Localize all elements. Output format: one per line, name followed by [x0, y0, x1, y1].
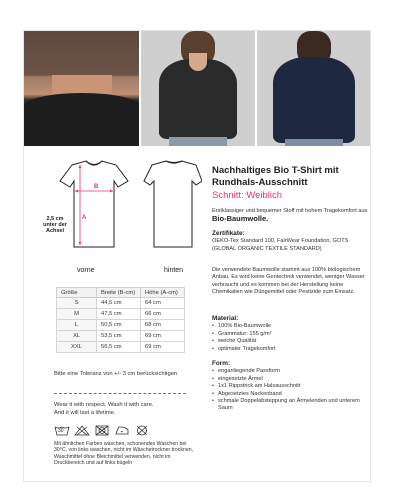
label-back: hinten — [164, 267, 184, 274]
cotton-info: Die verwendete Baumwolle stammt aus 100% biologischem Anbau. Es wird keine Gentechnik verwendet, weniger Wasser verbraucht und es kommen bei der Herstellung keine Chemikalien wie Düngemittel oder Pestizide zum Einsatz. — [212, 267, 365, 296]
table-header: Höhe (A-cm) — [141, 288, 185, 298]
product-title: Nachhaltiges Bio T-Shirt mit Rundhals-Ausschnitt — [212, 165, 339, 188]
divider — [54, 393, 186, 394]
cert-heading: Zertifikate: — [212, 230, 245, 237]
certificates — [212, 230, 370, 253]
tolerance-note: Bitte eine Toleranz von +/- 3 cm berücksichtigen — [54, 371, 178, 377]
measure-note: 2,5 cm unter der Achsel — [43, 216, 67, 234]
list-item: • eingesetzte Ärmel — [212, 376, 370, 383]
no-dry-clean-icon — [134, 425, 150, 436]
list-item: • 100% Bio-Baumwolle — [212, 323, 370, 330]
list-item: • optimaler Tragekomfort — [212, 346, 370, 353]
wash-30-icon: 30 — [54, 425, 70, 436]
product-intro: Erstklassiger und bequemer Stoff mit hohem Tragekomfort aus Bio-Baumwolle. — [212, 208, 368, 224]
product-sheet — [23, 30, 371, 482]
no-bleach-icon — [74, 425, 90, 436]
table-row: XXL 56,5 cm 69 cm — [57, 342, 185, 353]
care-icons — [54, 424, 184, 436]
tshirt-outline-icon — [42, 159, 202, 269]
list-item: • Grammatur: 155 g/m² — [212, 331, 370, 338]
photo-strip — [24, 31, 371, 146]
photo-back[interactable] — [257, 31, 371, 146]
list-item: • Abgesetztes Nackenband — [212, 391, 370, 398]
list-item: • 1x1 Rippstrick am Halsausschnitt — [212, 383, 370, 390]
material-heading: Material: — [212, 315, 239, 322]
photo-front[interactable] — [141, 31, 256, 146]
label-front: vorne — [77, 267, 95, 274]
table-header: Breite (B-cm) — [97, 288, 141, 298]
form-section — [212, 360, 370, 413]
cert-text: OEKO-Tex Standard 100, FairWear Foundation, GOTS (GLOBAL ORGANIC TEXTILE STANDARD) — [212, 238, 349, 252]
form-heading: Form: — [212, 360, 231, 367]
product-cut: Schnitt: Weiblich — [212, 190, 283, 201]
table-header: Größe — [57, 288, 97, 298]
care-slogan: Wear it with respect. Wash it with care. And it will last a lifetime. — [54, 402, 154, 416]
width-marker: B — [94, 184, 99, 190]
no-tumble-dry-icon — [94, 425, 110, 436]
table-row: M 47,5 cm 66 cm — [57, 309, 185, 320]
photo-front-closeup[interactable] — [24, 31, 139, 146]
list-item: • schmale Doppelabsteppung an Ärmelenden und unterem Saum — [212, 398, 370, 413]
table-row: XL 53,5 cm 69 cm — [57, 331, 185, 342]
list-item: • enganliegende Passform — [212, 368, 370, 375]
wash-instructions: Mit ähnlichen Farben waschen, schonendes Waschen bei 30°C, von links waschen, nicht im Wäschetrockner trocknen, Waschmittel ohne Bleichmittel verwenden, nicht im Druckbereich und auf links bügeln — [54, 441, 194, 467]
length-marker: A — [82, 215, 87, 221]
list-item: • weiche Qualität — [212, 338, 370, 345]
iron-icon — [114, 425, 130, 436]
size-table — [56, 287, 185, 353]
size-diagram — [42, 159, 202, 281]
table-row: S 44,5 cm 64 cm — [57, 298, 185, 309]
material-section — [212, 315, 370, 353]
table-row: L 50,5 cm 68 cm — [57, 320, 185, 331]
